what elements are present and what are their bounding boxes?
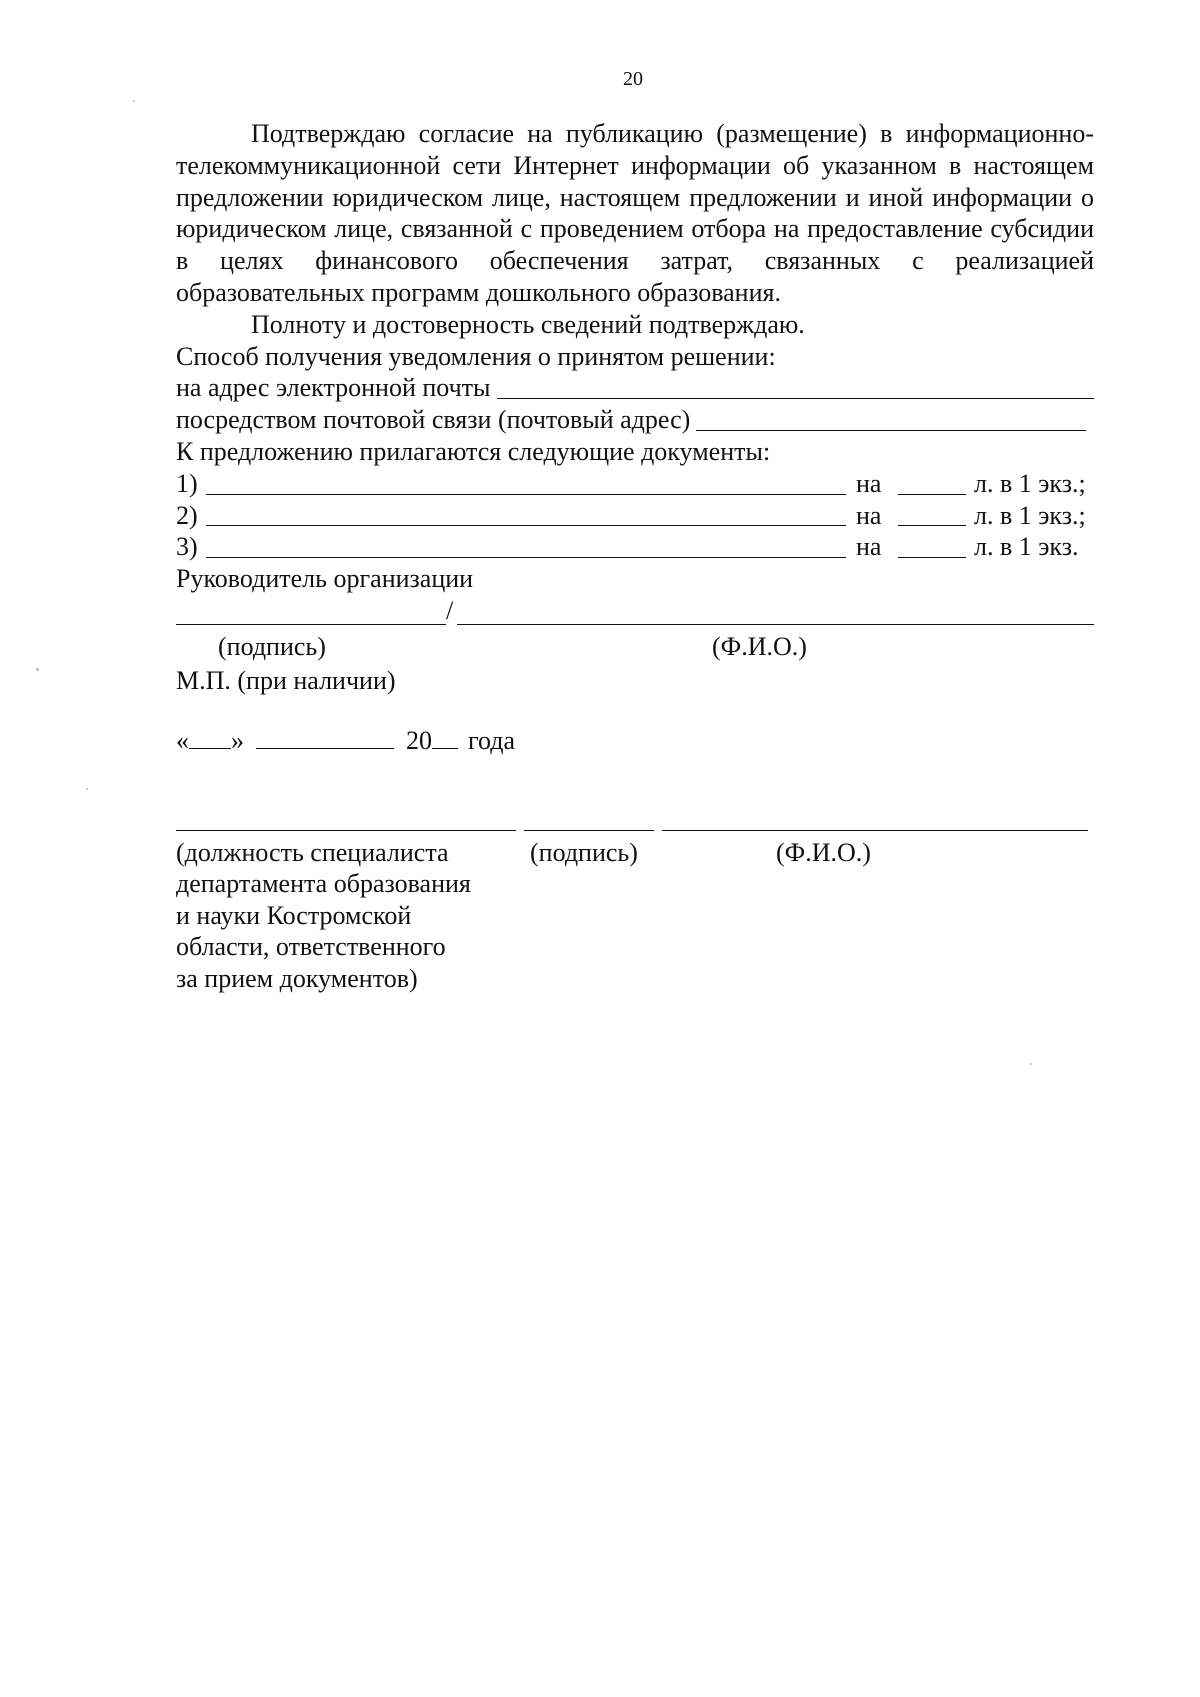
caption-line: области, ответственного [176,932,446,962]
email-field[interactable] [497,397,1094,399]
document-na: на [856,532,882,562]
signature-slash: / [446,596,454,626]
document-number: 1) [176,468,198,498]
document-name-field[interactable] [206,524,846,526]
document-pages-field[interactable] [898,524,966,526]
document-copies: л. в 1 экз.; [974,500,1086,530]
head-of-org-label: Руководитель организации [176,564,474,594]
post-line [176,404,1094,436]
confirm-line [176,309,1094,341]
document-number: 2) [176,500,198,530]
notify-method-text: Способ получения уведомления о принятом решении: [176,341,776,371]
specialist-fio-caption: (Ф.И.О.) [776,837,871,867]
document-row [176,531,1094,563]
document-name-field[interactable] [206,556,846,558]
specialist-position-field[interactable] [176,830,516,831]
month-field[interactable] [256,747,394,749]
caption-line: (должность специалиста [176,837,449,867]
caption-line: департамента образования [176,869,471,899]
notify-method-line [176,341,1094,373]
document-copies: л. в 1 экз. [974,532,1079,562]
head-fio-field[interactable] [457,624,1094,625]
scan-speck [36,668,39,671]
post-label: посредством почтовой связи (почтовый адрес) [176,405,691,435]
document-number: 3) [176,532,198,562]
confirm-text: Полноту и достоверность сведений подтверждаю. [251,309,805,339]
specialist-fio-field[interactable] [662,830,1088,831]
specialist-signature-field[interactable] [524,830,654,831]
document-pages-field[interactable] [898,493,966,495]
document-na: на [856,500,882,530]
year-prefix: 20 [406,725,432,755]
specialist-captions [176,837,1094,1007]
head-signature-captions [176,631,1094,665]
date-quote-close: » [231,725,244,755]
specialist-signature-lines [176,797,1094,831]
attached-docs-line [176,436,1094,468]
consent-paragraph: Подтверждаю согласие на публикацию (размещение) в информационно-телекоммуникационной сети Интернет информации об указанном в настоящем предложении юридическом лице, настоящем предложении и иной информации о юридическом лице, связанной с проведением отбора на предоставление субсидии в целях финансового обеспечения затрат, связанных с реализацией образовательных программ дошкольного образования. [176,119,1094,307]
specialist-position-caption [176,837,506,995]
stamp-label: М.П. (при наличии) [176,665,396,695]
stamp-line [176,665,1094,697]
page-number: 20 [623,68,643,90]
head-signature-field[interactable] [176,624,446,625]
head-signature-row [176,595,1094,631]
date-quote-open: « [176,725,189,755]
scan-speck [133,100,135,102]
date-line [176,725,1094,759]
scan-speck [1030,1063,1032,1065]
fio-caption: (Ф.И.О.) [712,631,807,661]
attached-docs-label: К предложению прилагаются следующие документы: [176,436,771,466]
head-of-org-line [176,563,1094,595]
day-field[interactable] [189,747,231,749]
email-line [176,372,1094,404]
caption-line: и науки Костромской [176,900,412,930]
caption-line: за прием документов) [176,963,418,993]
year-word: года [468,725,516,755]
post-address-field[interactable] [696,429,1086,431]
document-copies: л. в 1 экз.; [974,468,1086,498]
document-name-field[interactable] [206,493,846,495]
document-row [176,500,1094,532]
signature-caption: (подпись) [218,631,326,661]
document-row [176,468,1094,500]
specialist-signature-caption: (подпись) [530,837,638,867]
year-field[interactable] [432,747,458,749]
email-label: на адрес электронной почты [176,373,491,403]
document-pages-field[interactable] [898,556,966,558]
scan-speck [86,788,88,790]
form-content [176,118,1094,1007]
document-na: на [856,468,882,498]
